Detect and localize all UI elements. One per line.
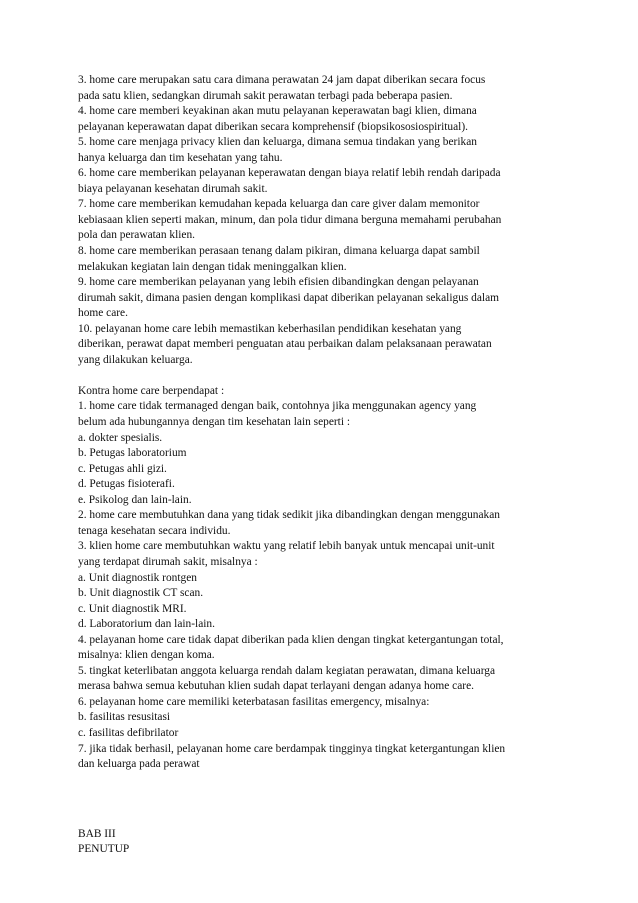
- pro-line: kebiasaan klien seperti makan, minum, dan pola tidur dimana berguna memahami perubahan: [78, 213, 502, 226]
- pro-line: 10. pelayanan home care lebih memastikan keberhasilan pendidikan kesehatan yang: [78, 322, 462, 335]
- pro-line: dirumah sakit, dimana pasien dengan komplikasi dapat diberikan pelayanan sekaligus dalam: [78, 291, 500, 304]
- contra-line: c. Petugas ahli gizi.: [78, 462, 167, 475]
- paragraph-spacer: [78, 368, 568, 384]
- pro-line: home care.: [78, 307, 128, 320]
- contra-line: 2. home care membutuhkan dana yang tidak sedikit jika dibandingkan dengan menggunakan: [78, 509, 500, 522]
- pro-line: pelayanan keperawatan dapat diberikan secara komprehensif (biopsikososiospiritual).: [78, 120, 468, 133]
- contra-line: 5. tingkat keterlibatan anggota keluarga rendah dalam kegiatan perawatan, dimana keluarga: [78, 664, 496, 677]
- contra-line: 7. jika tidak berhasil, pelayanan home care berdampak tingginya tingkat ketergantungan klien: [78, 742, 506, 755]
- contra-line: c. fasilitas defibrilator: [78, 726, 179, 739]
- chapter-number: BAB III: [78, 827, 116, 840]
- chapter-title: PENUTUP: [78, 843, 130, 856]
- pro-line: melakukan kegiatan lain dengan tidak meninggalkan klien.: [78, 260, 347, 273]
- pro-line: pola dan perawatan klien.: [78, 229, 196, 242]
- contra-line: belum ada hubungannya dengan tim kesehatan lain seperti :: [78, 416, 351, 429]
- contra-line: e. Psikolog dan lain-lain.: [78, 493, 192, 506]
- pro-line: 7. home care memberikan kemudahan kepada keluarga dan care giver dalam memonitor: [78, 198, 480, 211]
- contra-list: [78, 399, 568, 772]
- chapter-heading: [78, 827, 568, 858]
- pro-list: [78, 73, 568, 368]
- pro-line: 8. home care memberikan perasaan tenang dalam pikiran, dimana keluarga dapat sambil: [78, 245, 480, 258]
- contra-line: 3. klien home care membutuhkan waktu yang relatif lebih banyak untuk mencapai unit-unit: [78, 540, 495, 553]
- contra-line: b. Petugas laboratorium: [78, 447, 187, 460]
- pro-line: 5. home care menjaga privacy klien dan keluarga, dimana semua tindakan yang berikan: [78, 136, 477, 149]
- contra-line: 6. pelayanan home care memiliki keterbatasan fasilitas emergency, misalnya:: [78, 695, 430, 708]
- pro-line: diberikan, perawat dapat memberi penguatan atau perbaikan dalam pelaksanaan perawatan: [78, 338, 492, 351]
- document-page: [78, 73, 568, 858]
- contra-line: d. Laboratorium dan lain-lain.: [78, 618, 215, 631]
- contra-line: dan keluarga pada perawat: [78, 758, 200, 771]
- pro-line: yang dilakukan keluarga.: [78, 353, 193, 366]
- pro-line: pada satu klien, sedangkan dirumah sakit perawatan terbagi pada beberapa pasien.: [78, 89, 453, 102]
- contra-line: d. Petugas fisioterafi.: [78, 478, 175, 491]
- pro-line: 3. home care merupakan satu cara dimana perawatan 24 jam dapat diberikan secara focus: [78, 74, 486, 86]
- contra-line: misalnya: klien dengan koma.: [78, 649, 215, 662]
- pro-line: 6. home care memberikan pelayanan keperawatan dengan biaya relatif lebih rendah daripada: [78, 167, 501, 180]
- pro-line: hanya keluarga dan tim kesehatan yang tahu.: [78, 151, 283, 164]
- contra-line: a. dokter spesialis.: [78, 431, 163, 444]
- contra-line: b. Unit diagnostik CT scan.: [78, 587, 204, 600]
- section-spacer: [78, 773, 568, 827]
- contra-line: yang terdapat dirumah sakit, misalnya :: [78, 555, 258, 568]
- contra-line: merasa bahwa semua kebutuhan klien sudah dapat terlayani dengan adanya home care.: [78, 680, 474, 693]
- contra-line: tenaga kesehatan secara individu.: [78, 524, 231, 537]
- contra-line: 4. pelayanan home care tidak dapat diberikan pada klien dengan tingkat ketergantungan total,: [78, 633, 504, 646]
- contra-line: b. fasilitas resusitasi: [78, 711, 171, 724]
- pro-line: biaya pelayanan kesehatan dirumah sakit.: [78, 182, 268, 195]
- contra-heading: Kontra home care berpendapat :: [78, 384, 225, 397]
- contra-line: c. Unit diagnostik MRI.: [78, 602, 187, 615]
- contra-line: a. Unit diagnostik rontgen: [78, 571, 197, 584]
- pro-line: 9. home care memberikan pelayanan yang lebih efisien dibandingkan dengan pelayanan: [78, 276, 479, 289]
- contra-line: 1. home care tidak termanaged dengan baik, contohnya jika menggunakan agency yang: [78, 400, 477, 413]
- pro-line: 4. home care memberi keyakinan akan mutu pelayanan keperawatan bagi klien, dimana: [78, 105, 477, 118]
